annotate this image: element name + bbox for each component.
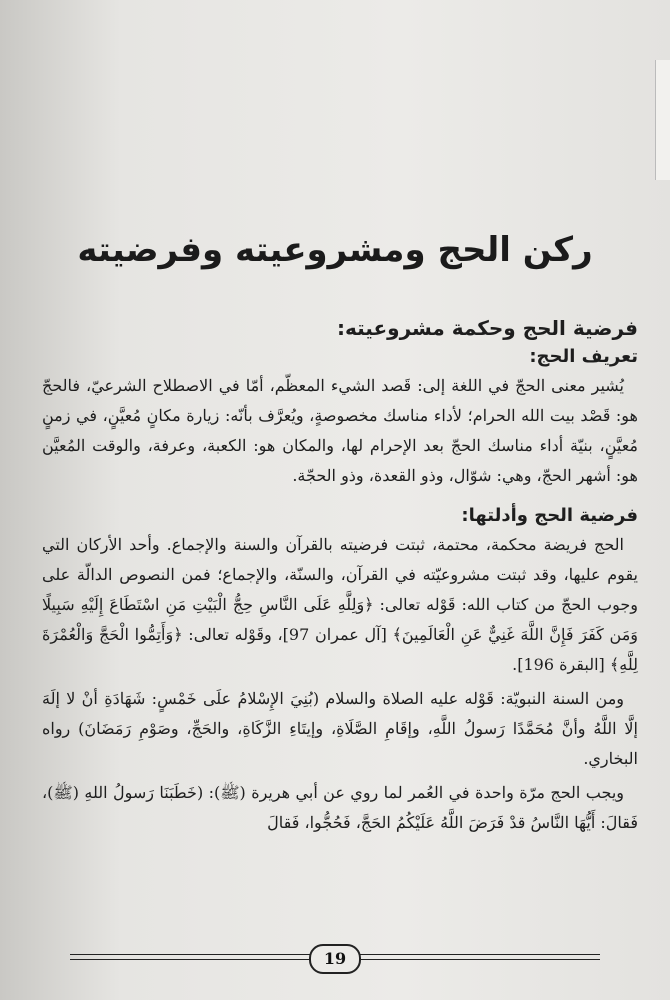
adjacent-page-edge <box>655 60 670 180</box>
paragraph-evidence-sunnah: ومن السنة النبويّة: قَوْله عليه الصلاة والسلام (بُنِيَ الإِسْلامُ علَى خَمْسٍ: شَهَادَةِ أنْ لا إلَهَ إلَّا اللَّهُ وأنَّ مُحَمَّدًا رَسولُ اللَّهِ، وإقَامِ الصَّلَاةِ، وإيتَاءِ الزَّكَاةِ، والحَجِّ، وصَوْمِ رَمَضَانَ) رواه البخاري. <box>42 689 639 768</box>
page-footer <box>70 946 600 970</box>
paragraph-definition: يُشير معنى الحجّ في اللغة إلى: قَصد الشيء المعظّم، أمّا في الاصطلاح الشرعيّ، فالحجّ هو: قَصْد بيت الله الحرام؛ لأداء مناسك مخصوصةٍ، ويُعرَّف بأنّه: زيارة مكانٍ مُعيَّنٍ، في زمنٍ مُعيَّنٍ، بنيّة أداء مناسك الحجّ بعد الإحرام لها، والمكان هو: الكعبة، وعرفة، والوقت المُعيَّن هو: أشهر الحجّ، وهي: شوّال، وذو القعدة، وذو الحجّة. <box>42 376 638 485</box>
section-heading-obligation: فرضية الحج وحكمة مشروعيته: <box>337 316 638 340</box>
section-heading-definition: تعريف الحج: <box>529 346 638 367</box>
chapter-title: ركن الحج ومشروعيته وفرضيته <box>77 230 593 270</box>
page-body <box>42 316 638 838</box>
paragraph-evidence-quran: الحج فريضة محكمة، محتمة، ثبتت فرضيته بالقرآن والسنة والإجماع. وأحد الأركان التي يقوم عليها، وقد ثبتت مشروعيّته في القرآن، والسنّة، والإجماع؛ فمن النصوص الدالّة على وجوب الحجّ من كتاب الله: قَوْله تعالى: ﴿وَلِلَّهِ عَلَى النَّاسِ حِجُّ الْبَيْتِ مَنِ اسْتَطَاعَ إِلَيْهِ سَبِيلًا وَمَن كَفَرَ فَإِنَّ اللَّهَ غَنِيٌّ عَنِ الْعَالَمِينَ﴾ [آل عمران 97]، وقَوْله تعالى: ﴿وَأَتِمُّوا الْحَجَّ وَالْعُمْرَةَ لِلَّهِ﴾ [البقرة 196]. <box>42 535 638 674</box>
page-number: 19 <box>309 944 361 974</box>
section-heading-evidence: فرضية الحج وأدلتها: <box>461 505 638 526</box>
paragraph-once-in-life: ويجب الحج مرّة واحدة في العُمر لما روي عن أبي هريرة (ﷺ): (خَطَبَنَا رَسولُ اللهِ (ﷺ)، فَقالَ: أَيُّهَا النَّاسُ قدْ فَرَضَ اللَّهُ عَلَيْكُمُ الحَجَّ، فَحُجُّوا، فَقالَ <box>42 783 638 832</box>
